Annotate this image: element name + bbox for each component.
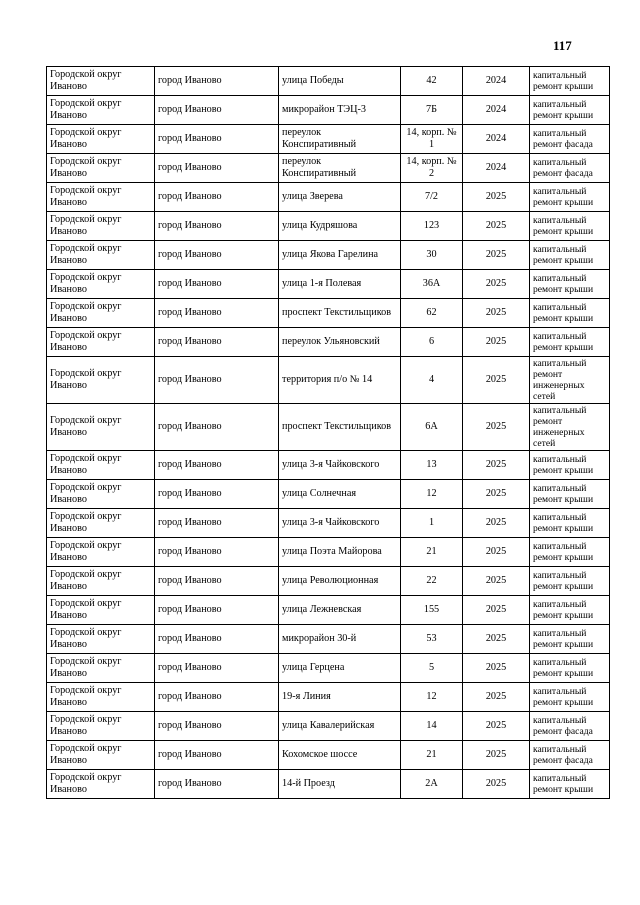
municipal-district-cell: Городской округ Иваново (47, 404, 155, 451)
year-cell: 2025 (463, 241, 530, 270)
work-type-cell: капитальный ремонт крыши (530, 183, 610, 212)
house-number-cell: 12 (401, 480, 463, 509)
house-number-cell: 123 (401, 212, 463, 241)
work-type-cell: капитальный ремонт фасада (530, 154, 610, 183)
year-cell: 2025 (463, 770, 530, 799)
table-row (47, 712, 610, 741)
settlement-cell: город Иваново (155, 741, 279, 770)
house-number-cell: 7Б (401, 96, 463, 125)
table-row (47, 538, 610, 567)
work-type-cell: капитальный ремонт крыши (530, 270, 610, 299)
year-cell: 2025 (463, 509, 530, 538)
street-cell: микрорайон ТЭЦ-3 (279, 96, 401, 125)
settlement-cell: город Иваново (155, 183, 279, 212)
table-row (47, 183, 610, 212)
municipal-district-cell: Городской округ Иваново (47, 328, 155, 357)
year-cell: 2024 (463, 154, 530, 183)
house-number-cell: 6А (401, 404, 463, 451)
municipal-district-cell: Городской округ Иваново (47, 96, 155, 125)
house-number-cell: 1 (401, 509, 463, 538)
municipal-district-cell: Городской округ Иваново (47, 741, 155, 770)
house-number-cell: 30 (401, 241, 463, 270)
street-cell: улица Победы (279, 67, 401, 96)
municipal-district-cell: Городской округ Иваново (47, 67, 155, 96)
work-type-cell: капитальный ремонт инженерных сетей (530, 357, 610, 404)
street-cell: улица Кудряшова (279, 212, 401, 241)
year-cell: 2025 (463, 683, 530, 712)
house-number-cell: 2А (401, 770, 463, 799)
house-number-cell: 155 (401, 596, 463, 625)
work-type-cell: капитальный ремонт крыши (530, 328, 610, 357)
settlement-cell: город Иваново (155, 154, 279, 183)
year-cell: 2025 (463, 328, 530, 357)
work-type-cell: капитальный ремонт крыши (530, 212, 610, 241)
settlement-cell: город Иваново (155, 538, 279, 567)
street-cell: переулок Конспиративный (279, 125, 401, 154)
table-row (47, 96, 610, 125)
street-cell: переулок Ульяновский (279, 328, 401, 357)
year-cell: 2025 (463, 212, 530, 241)
municipal-district-cell: Городской округ Иваново (47, 683, 155, 712)
year-cell: 2025 (463, 480, 530, 509)
year-cell: 2025 (463, 741, 530, 770)
year-cell: 2025 (463, 270, 530, 299)
settlement-cell: город Иваново (155, 328, 279, 357)
house-number-cell: 42 (401, 67, 463, 96)
house-number-cell: 6 (401, 328, 463, 357)
work-type-cell: капитальный ремонт крыши (530, 299, 610, 328)
house-number-cell: 36А (401, 270, 463, 299)
work-type-cell: капитальный ремонт фасада (530, 125, 610, 154)
table-row (47, 567, 610, 596)
street-cell: улица 1-я Полевая (279, 270, 401, 299)
table-row (47, 596, 610, 625)
table-row (47, 212, 610, 241)
work-type-cell: капитальный ремонт крыши (530, 67, 610, 96)
street-cell: 14-й Проезд (279, 770, 401, 799)
table-row (47, 67, 610, 96)
work-type-cell: капитальный ремонт крыши (530, 451, 610, 480)
settlement-cell: город Иваново (155, 96, 279, 125)
street-cell: улица Зверева (279, 183, 401, 212)
settlement-cell: город Иваново (155, 683, 279, 712)
table-row (47, 683, 610, 712)
work-type-cell: капитальный ремонт крыши (530, 770, 610, 799)
street-cell: улица Революционная (279, 567, 401, 596)
house-number-cell: 21 (401, 538, 463, 567)
work-type-cell: капитальный ремонт крыши (530, 538, 610, 567)
year-cell: 2025 (463, 357, 530, 404)
municipal-district-cell: Городской округ Иваново (47, 451, 155, 480)
street-cell: улица Кавалерийская (279, 712, 401, 741)
settlement-cell: город Иваново (155, 567, 279, 596)
settlement-cell: город Иваново (155, 654, 279, 683)
year-cell: 2025 (463, 712, 530, 741)
year-cell: 2025 (463, 654, 530, 683)
settlement-cell: город Иваново (155, 241, 279, 270)
street-cell: улица 3-я Чайковского (279, 451, 401, 480)
municipal-district-cell: Городской округ Иваново (47, 654, 155, 683)
table-row (47, 770, 610, 799)
municipal-district-cell: Городской округ Иваново (47, 625, 155, 654)
settlement-cell: город Иваново (155, 480, 279, 509)
house-number-cell: 13 (401, 451, 463, 480)
work-type-cell: капитальный ремонт фасада (530, 741, 610, 770)
year-cell: 2025 (463, 538, 530, 567)
house-number-cell: 21 (401, 741, 463, 770)
table-row (47, 404, 610, 451)
municipal-district-cell: Городской округ Иваново (47, 299, 155, 328)
year-cell: 2025 (463, 625, 530, 654)
municipal-district-cell: Городской округ Иваново (47, 567, 155, 596)
house-number-cell: 53 (401, 625, 463, 654)
table-row (47, 357, 610, 404)
municipal-district-cell: Городской округ Иваново (47, 270, 155, 299)
year-cell: 2025 (463, 567, 530, 596)
work-type-cell: капитальный ремонт крыши (530, 509, 610, 538)
settlement-cell: город Иваново (155, 299, 279, 328)
house-number-cell: 22 (401, 567, 463, 596)
municipal-district-cell: Городской округ Иваново (47, 183, 155, 212)
year-cell: 2025 (463, 183, 530, 212)
street-cell: улица Поэта Майорова (279, 538, 401, 567)
work-type-cell: капитальный ремонт крыши (530, 241, 610, 270)
municipal-district-cell: Городской округ Иваново (47, 538, 155, 567)
house-number-cell: 12 (401, 683, 463, 712)
work-type-cell: капитальный ремонт фасада (530, 712, 610, 741)
municipal-district-cell: Городской округ Иваново (47, 509, 155, 538)
house-number-cell: 4 (401, 357, 463, 404)
settlement-cell: город Иваново (155, 357, 279, 404)
settlement-cell: город Иваново (155, 770, 279, 799)
settlement-cell: город Иваново (155, 596, 279, 625)
house-number-cell: 14, корп. № 1 (401, 125, 463, 154)
street-cell: проспект Текстильщиков (279, 404, 401, 451)
table-row (47, 241, 610, 270)
year-cell: 2025 (463, 451, 530, 480)
settlement-cell: город Иваново (155, 270, 279, 299)
house-number-cell: 14, корп. № 2 (401, 154, 463, 183)
work-type-cell: капитальный ремонт крыши (530, 625, 610, 654)
table-row (47, 654, 610, 683)
table-row (47, 270, 610, 299)
table-row (47, 451, 610, 480)
municipal-district-cell: Городской округ Иваново (47, 712, 155, 741)
street-cell: улица Солнечная (279, 480, 401, 509)
settlement-cell: город Иваново (155, 451, 279, 480)
registry-table-body (47, 67, 610, 799)
street-cell: Кохомское шоссе (279, 741, 401, 770)
municipal-district-cell: Городской округ Иваново (47, 241, 155, 270)
page-number: 117 (553, 38, 572, 53)
municipal-district-cell: Городской округ Иваново (47, 596, 155, 625)
street-cell: переулок Конспиративный (279, 154, 401, 183)
street-cell: проспект Текстильщиков (279, 299, 401, 328)
settlement-cell: город Иваново (155, 625, 279, 654)
work-type-cell: капитальный ремонт крыши (530, 567, 610, 596)
street-cell: территория п/о № 14 (279, 357, 401, 404)
house-number-cell: 14 (401, 712, 463, 741)
year-cell: 2025 (463, 404, 530, 451)
municipal-district-cell: Городской округ Иваново (47, 212, 155, 241)
settlement-cell: город Иваново (155, 509, 279, 538)
street-cell: улица Якова Гарелина (279, 241, 401, 270)
work-type-cell: капитальный ремонт крыши (530, 596, 610, 625)
table-row (47, 154, 610, 183)
municipal-district-cell: Городской округ Иваново (47, 125, 155, 154)
table-row (47, 299, 610, 328)
house-number-cell: 7/2 (401, 183, 463, 212)
work-type-cell: капитальный ремонт крыши (530, 683, 610, 712)
street-cell: улица Герцена (279, 654, 401, 683)
registry-table (46, 66, 610, 799)
house-number-cell: 5 (401, 654, 463, 683)
street-cell: улица 3-я Чайковского (279, 509, 401, 538)
work-type-cell: капитальный ремонт крыши (530, 96, 610, 125)
table-row (47, 328, 610, 357)
year-cell: 2024 (463, 67, 530, 96)
table-row (47, 509, 610, 538)
settlement-cell: город Иваново (155, 125, 279, 154)
house-number-cell: 62 (401, 299, 463, 328)
work-type-cell: капитальный ремонт крыши (530, 654, 610, 683)
year-cell: 2024 (463, 125, 530, 154)
municipal-district-cell: Городской округ Иваново (47, 154, 155, 183)
street-cell: микрорайон 30-й (279, 625, 401, 654)
table-row (47, 480, 610, 509)
municipal-district-cell: Городской округ Иваново (47, 480, 155, 509)
municipal-district-cell: Городской округ Иваново (47, 357, 155, 404)
table-row (47, 741, 610, 770)
settlement-cell: город Иваново (155, 67, 279, 96)
year-cell: 2025 (463, 299, 530, 328)
settlement-cell: город Иваново (155, 404, 279, 451)
table-row (47, 625, 610, 654)
street-cell: 19-я Линия (279, 683, 401, 712)
municipal-district-cell: Городской округ Иваново (47, 770, 155, 799)
table-row (47, 125, 610, 154)
work-type-cell: капитальный ремонт инженерных сетей (530, 404, 610, 451)
year-cell: 2024 (463, 96, 530, 125)
settlement-cell: город Иваново (155, 712, 279, 741)
street-cell: улица Лежневская (279, 596, 401, 625)
year-cell: 2025 (463, 596, 530, 625)
settlement-cell: город Иваново (155, 212, 279, 241)
work-type-cell: капитальный ремонт крыши (530, 480, 610, 509)
